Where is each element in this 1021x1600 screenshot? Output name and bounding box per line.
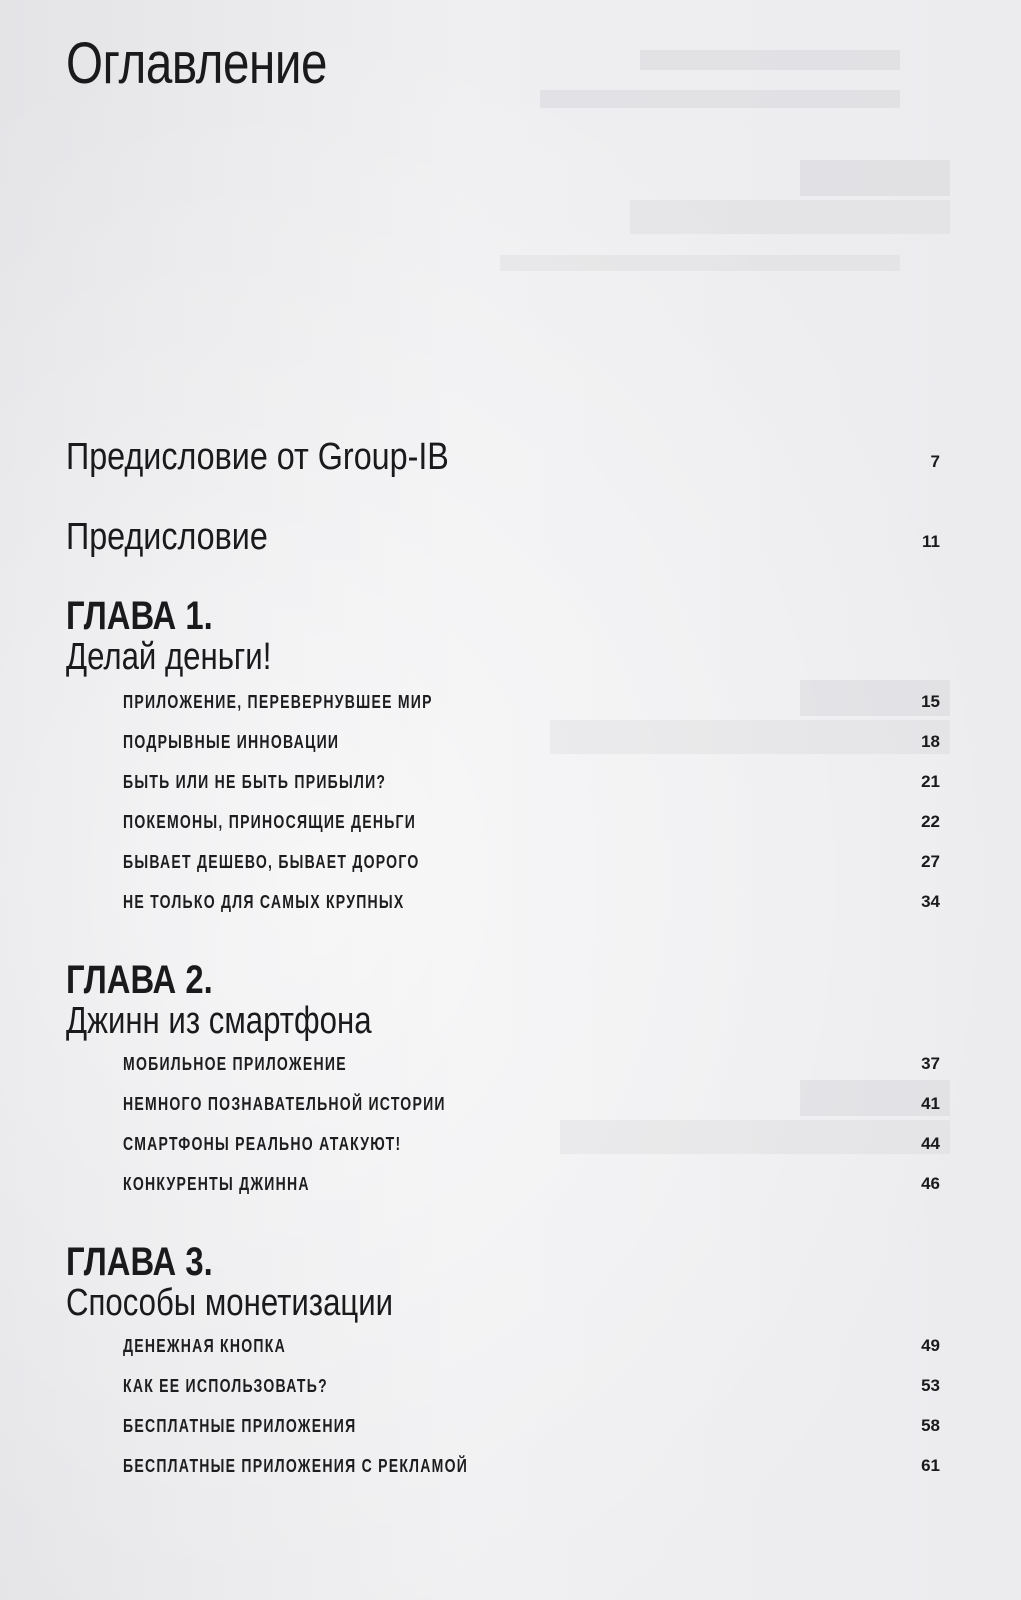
section-title: ПРИЛОЖЕНИЕ, ПЕРЕВЕРНУВШЕЕ МИР <box>123 692 433 712</box>
section-title: ДЕНЕЖНАЯ КНОПКА <box>123 1336 286 1356</box>
chapter-title: Джинн из смартфона <box>66 1000 372 1042</box>
chapter-label: ГЛАВА 3. <box>66 1240 213 1284</box>
page-number: 22 <box>921 812 940 831</box>
page-number: 53 <box>921 1376 940 1395</box>
page-number: 7 <box>930 452 940 471</box>
section-title: БЕСПЛАТНЫЕ ПРИЛОЖЕНИЯ <box>123 1416 357 1436</box>
page-number: 44 <box>921 1134 940 1153</box>
section-title: БЕСПЛАТНЫЕ ПРИЛОЖЕНИЯ С РЕКЛАМОЙ <box>123 1456 469 1476</box>
section-title: КАК ЕЕ ИСПОЛЬЗОВАТЬ? <box>123 1376 328 1396</box>
preface-title: Предисловие <box>66 516 268 558</box>
section-title: КОНКУРЕНТЫ ДЖИННА <box>123 1174 310 1194</box>
page-number: 58 <box>921 1416 940 1435</box>
page-title: Оглавление <box>66 31 328 96</box>
show-through-block <box>800 160 950 196</box>
show-through-block <box>500 255 900 271</box>
page-number: 21 <box>921 772 940 791</box>
page-number: 37 <box>921 1054 940 1073</box>
show-through-block <box>640 50 900 70</box>
page-number: 15 <box>921 692 940 711</box>
chapter-label: ГЛАВА 2. <box>66 958 213 1002</box>
section-title: ПОДРЫВНЫЕ ИННОВАЦИИ <box>123 732 340 752</box>
chapter-title: Способы монетизации <box>66 1282 394 1324</box>
page-number: 46 <box>921 1174 940 1193</box>
section-title: ПОКЕМОНЫ, ПРИНОСЯЩИЕ ДЕНЬГИ <box>123 812 417 832</box>
page-number: 11 <box>922 532 940 551</box>
section-title: НЕМНОГО ПОЗНАВАТЕЛЬНОЙ ИСТОРИИ <box>123 1094 446 1114</box>
page-number: 34 <box>921 892 940 911</box>
page-number: 18 <box>921 732 940 751</box>
show-through-block <box>540 90 900 108</box>
page-number: 49 <box>921 1336 940 1355</box>
page-number: 41 <box>921 1094 940 1113</box>
preface-title: Предисловие от Group-IB <box>66 436 449 478</box>
section-title: МОБИЛЬНОЕ ПРИЛОЖЕНИЕ <box>123 1054 347 1074</box>
page-number: 61 <box>921 1456 940 1475</box>
section-title: БЫТЬ ИЛИ НЕ БЫТЬ ПРИБЫЛИ? <box>123 772 387 792</box>
section-title: НЕ ТОЛЬКО ДЛЯ САМЫХ КРУПНЫХ <box>123 892 405 912</box>
show-through-block <box>630 200 950 234</box>
chapter-label: ГЛАВА 1. <box>66 594 213 638</box>
chapter-title: Делай деньги! <box>66 636 272 678</box>
section-title: БЫВАЕТ ДЕШЕВО, БЫВАЕТ ДОРОГО <box>123 852 420 872</box>
section-title: СМАРТФОНЫ РЕАЛЬНО АТАКУЮТ! <box>123 1134 402 1154</box>
page-number: 27 <box>921 852 940 871</box>
